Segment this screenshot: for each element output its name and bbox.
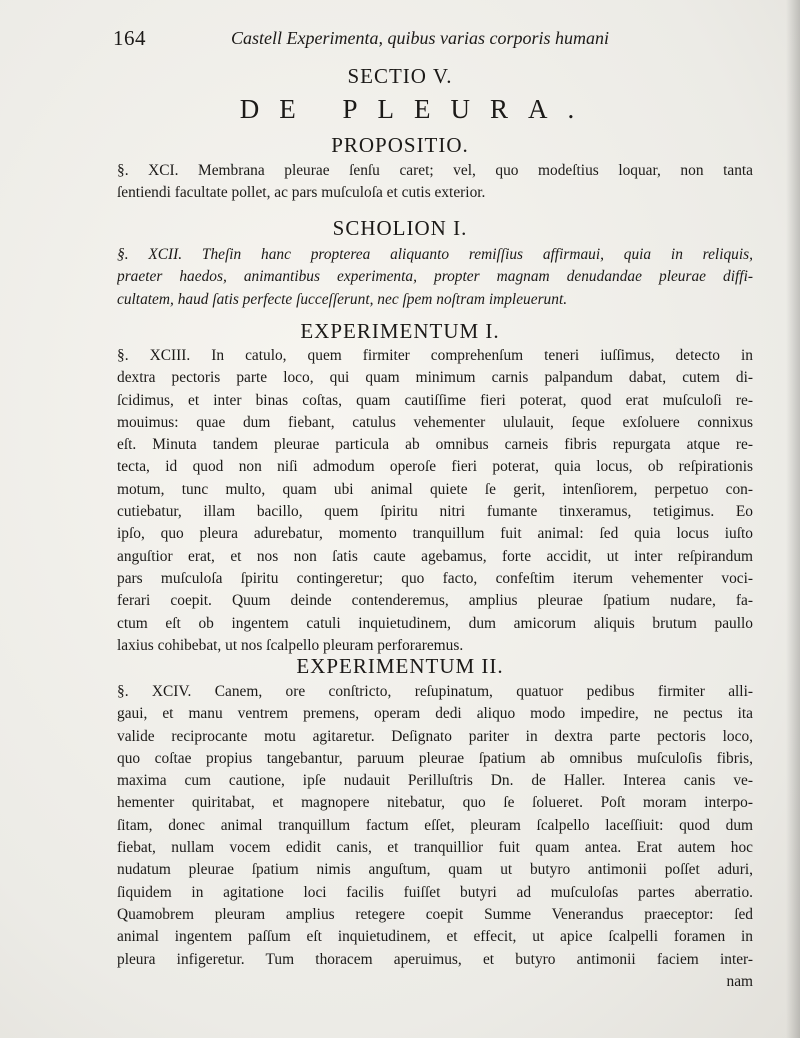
text-line: animal ingentem paſſum eſt inquietudinem, et effecit, ut apice ſcalpelli foramen in [117,928,753,946]
running-title: Castell Experimenta, quibus varias corporis humani [231,28,609,48]
text-line: hementer quiritabat, et magnopere nitebatur, quo ſe ſolueret. Poſt moram interpo- [117,794,753,812]
catchword: nam [726,972,753,990]
text-line: ſcidimus, et inter binas coſtas, quam cautiſſime fieri poterat, quod erat muſculoſi re- [117,391,753,409]
text-line: ctum eſt ob ingentem catuli inquietudinem, dum amicorum aliquis brutum paullo [117,614,753,632]
text-line: ferari coepit. Quum deinde contenderemus, amplius pleurae ſpatium nudare, fa- [117,592,753,610]
text-line: cultatem, haud ſatis perfecte ſucceſſerunt, nec ſpem noſtram impleuerunt. [117,290,568,308]
experimentum-1-paragraph [117,345,753,657]
text-line: gaui, et manu ventrem premens, operam dedi aliquo modo impedire, ne pectus ita [117,705,753,723]
text-line: ſitam, donec animal tranquillum factum eſſet, pleuram ſcalpello laceſſiuit: quod dum [117,816,753,834]
text-line: valide reciprocante motu agitaretur. Deſignato pariter in dextra parte pectoris loco, [117,727,753,745]
scholion-heading: SCHOLION I. [332,216,468,240]
text-line: ſentiendi facultate pollet, ac pars muſculoſa et cutis exterior. [117,184,486,202]
experimentum-2-heading: EXPERIMENTUM II. [296,654,504,678]
text-line: motum, tunc multo, quam ubi animal quiete ſe gerit, intenſiorem, perpetuo con- [117,480,753,498]
running-head [113,22,753,52]
text-line: nudatum pleurae ſpatium nimis anguſtum, quam ut butyro antimonii poſſet aduri, [117,861,753,879]
text-line: Quamobrem pleuram amplius retegere coepit Summe Venerandus praeceptor: ſed [117,905,753,923]
text-line: §. XCIV. Canem, ore conſtricto, reſupinatum, quatuor pedibus firmiter alli- [117,683,753,700]
text-line: maxima cum cautione, ipſe nudauit Perilluſtris Dn. de Haller. Interea canis ve- [117,772,753,790]
text-line: cutiebatur, illam bacillo, quem ſpiritu nitri fumante tinxeramus, tetigimus. Eo [117,503,753,521]
text-line: §. XCII. Theſin hanc propterea aliquanto remiſſius affirmaui, quia in reliquis, [117,246,753,263]
page-number: 164 [113,26,146,50]
text-line: eſt. Minuta tandem pleurae particula ab omnibus carneis fibris repurgata atque re- [117,436,753,454]
text-line: fiebat, nullam vocem edidit canis, et tranquillior fuit quam antea. Erat autem hoc [117,839,753,857]
section-heading: SECTIO V. [347,64,453,88]
experimentum-1-heading: EXPERIMENTUM I. [300,319,500,343]
chapter-title: DE PLEURA. [239,94,595,124]
text-line: pars muſculoſa ſpiritu contingeretur; quo facto, confeſtim iterum vehementer voci- [117,569,753,587]
text-line: ipſo, quo pleura adurebatur, momento tranquillum fuit animal: ſed quia locus iuſto [117,525,753,543]
text-line: laxius cohibebat, ut nos ſcalpello pleuram perforaremus. [117,636,464,654]
text-line: praeter haedos, animantibus experimenta, propter magnam denudandae pleurae diffi- [117,268,753,286]
text-line: mouimus: quae dum fiebant, catulus vehementer ululauit, ſeque exſoluere connixus [117,413,753,431]
text-line: anguſtior erat, et nos non ſatis caute agebamus, forte accidit, ut inter reſpirandum [117,547,753,565]
experimentum-2-paragraph [117,681,753,993]
text-line: §. XCIII. In catulo, quem firmiter comprehenſum teneri iuſſimus, detecto in [117,347,753,364]
scholion-paragraph [117,244,753,311]
text-line: tecta, id quod non niſi admodum operoſe fieri poterat, quia locus, ob reſpirationis [117,458,753,476]
propositio-paragraph [117,160,753,205]
text-line: §. XCI. Membrana pleurae ſenſu caret; vel, quo modeſtius loquar, non tanta [117,162,753,179]
propositio-heading: PROPOSITIO. [331,133,469,157]
text-line: pleura infigeretur. Tum thoracem aperuimus, et butyro antimonii faciem inter- [117,950,753,968]
text-line: quo coſtae propius tangebantur, paruum pleurae ſpatium ab omnibus muſculoſis fibris, [117,749,753,767]
text-line: ſiquidem in agitatione loci facilis fuiſſet butyri ad muſculoſas partes aberratio. [117,883,753,901]
text-line: dextra pectoris parte loco, qui quam minimum carnis palpandum dabat, cutem di- [117,369,753,387]
